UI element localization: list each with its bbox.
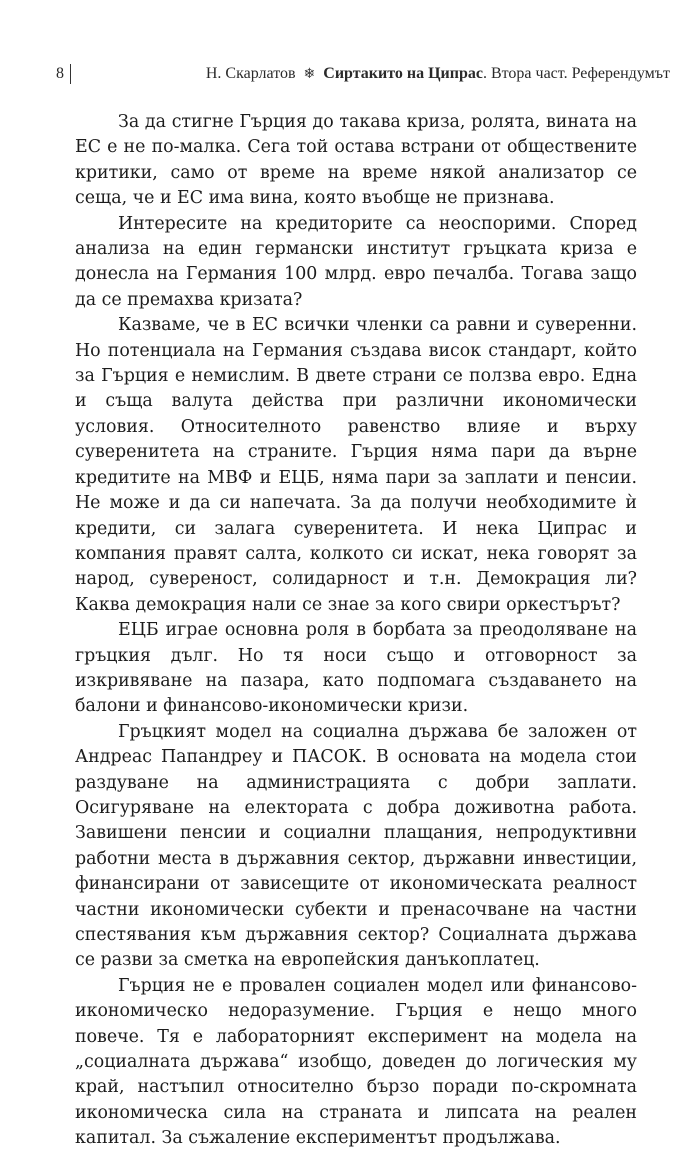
body-text [75,110,637,1152]
paragraph: Интересите на кредиторите са неоспорими. Според анализа на един германски институт гръцката криза е донесла на Германия 100 млрд. евро печалба. Тогава защо да се премахва кризата? [75,213,637,310]
snowflake-icon: ❄ [303,66,316,82]
page-number: 8 [56,65,64,82]
running-header [56,62,670,86]
header-divider [70,64,71,84]
paragraph: За да стигне Гърция до такава криза, ролята, вината на ЕС е не по-малка. Сега той остава встрани от обществените критики, само от време на време някой анализатор се сеща, че и ЕС има вина, която въобще не признава. [75,112,637,209]
book-subtitle: . Втора част. Референдумът [482,65,670,82]
book-title: Сиртакито на Ципрас [323,65,483,82]
paragraph: Гръцкият модел на социална държава бе заложен от Андреас Папандреу и ПАСОК. В основата на модела стои раздуване на администрацията с добри заплати. Осигуряване на електората с добра доживотна работа. Завишени пенсии и социални плащания, непродуктивни работни места в държавния сектор, държавни инвестиции, финансирани от зависещите от икономическата реалност частни икономически субекти и пренасочване на частни спестявания към държавния сектор? Социалната държава се разви за сметка на европейския данъкоплатец. [75,721,637,971]
paragraph: Гърция не е провален социален модел или финансово-икономическо недоразумение. Гърция е нещо много повече. Тя е лабораторният експеримент на модела на „социалната държава“ изобщо, доведен до логическия му край, настъпил относително бързо поради по-скромната икономическа сила на страната и липсата на реален капитал. За съжаление експериментът продължава. [75,975,637,1149]
running-title [206,65,670,83]
paragraph: ЕЦБ играе основна роля в борбата за преодоляване на гръцкия дълг. Но тя носи също и отговорност за изкривяване на пазара, като подпомага създаването на балони и финансово-икономически кризи. [75,620,637,717]
paragraph: Казваме, че в ЕС всички членки са равни и суверенни. Но потенциала на Германия създава висок стандарт, който за Гърция е немислим. В двете страни се ползва евро. Една и съща валута действа при различни икономически условия. Относителното равенство влияе и върху суверенитета на страните. Гърция няма пари да върне кредитите на МВФ и ЕЦБ, няма пари за заплати и пенсии. Не може и да си напечата. За да получи необходимите ѝ кредити, си залага суверенитета. И нека Ципрас и компания правят салта, колкото си искат, нека говорят за народ, суверeност, солидарност и т.н. Демокрация ли? Каква демокрация нали се знае за кого свири оркестърът? [75,315,637,615]
author-name: Н. Скарлатов [205,65,296,82]
